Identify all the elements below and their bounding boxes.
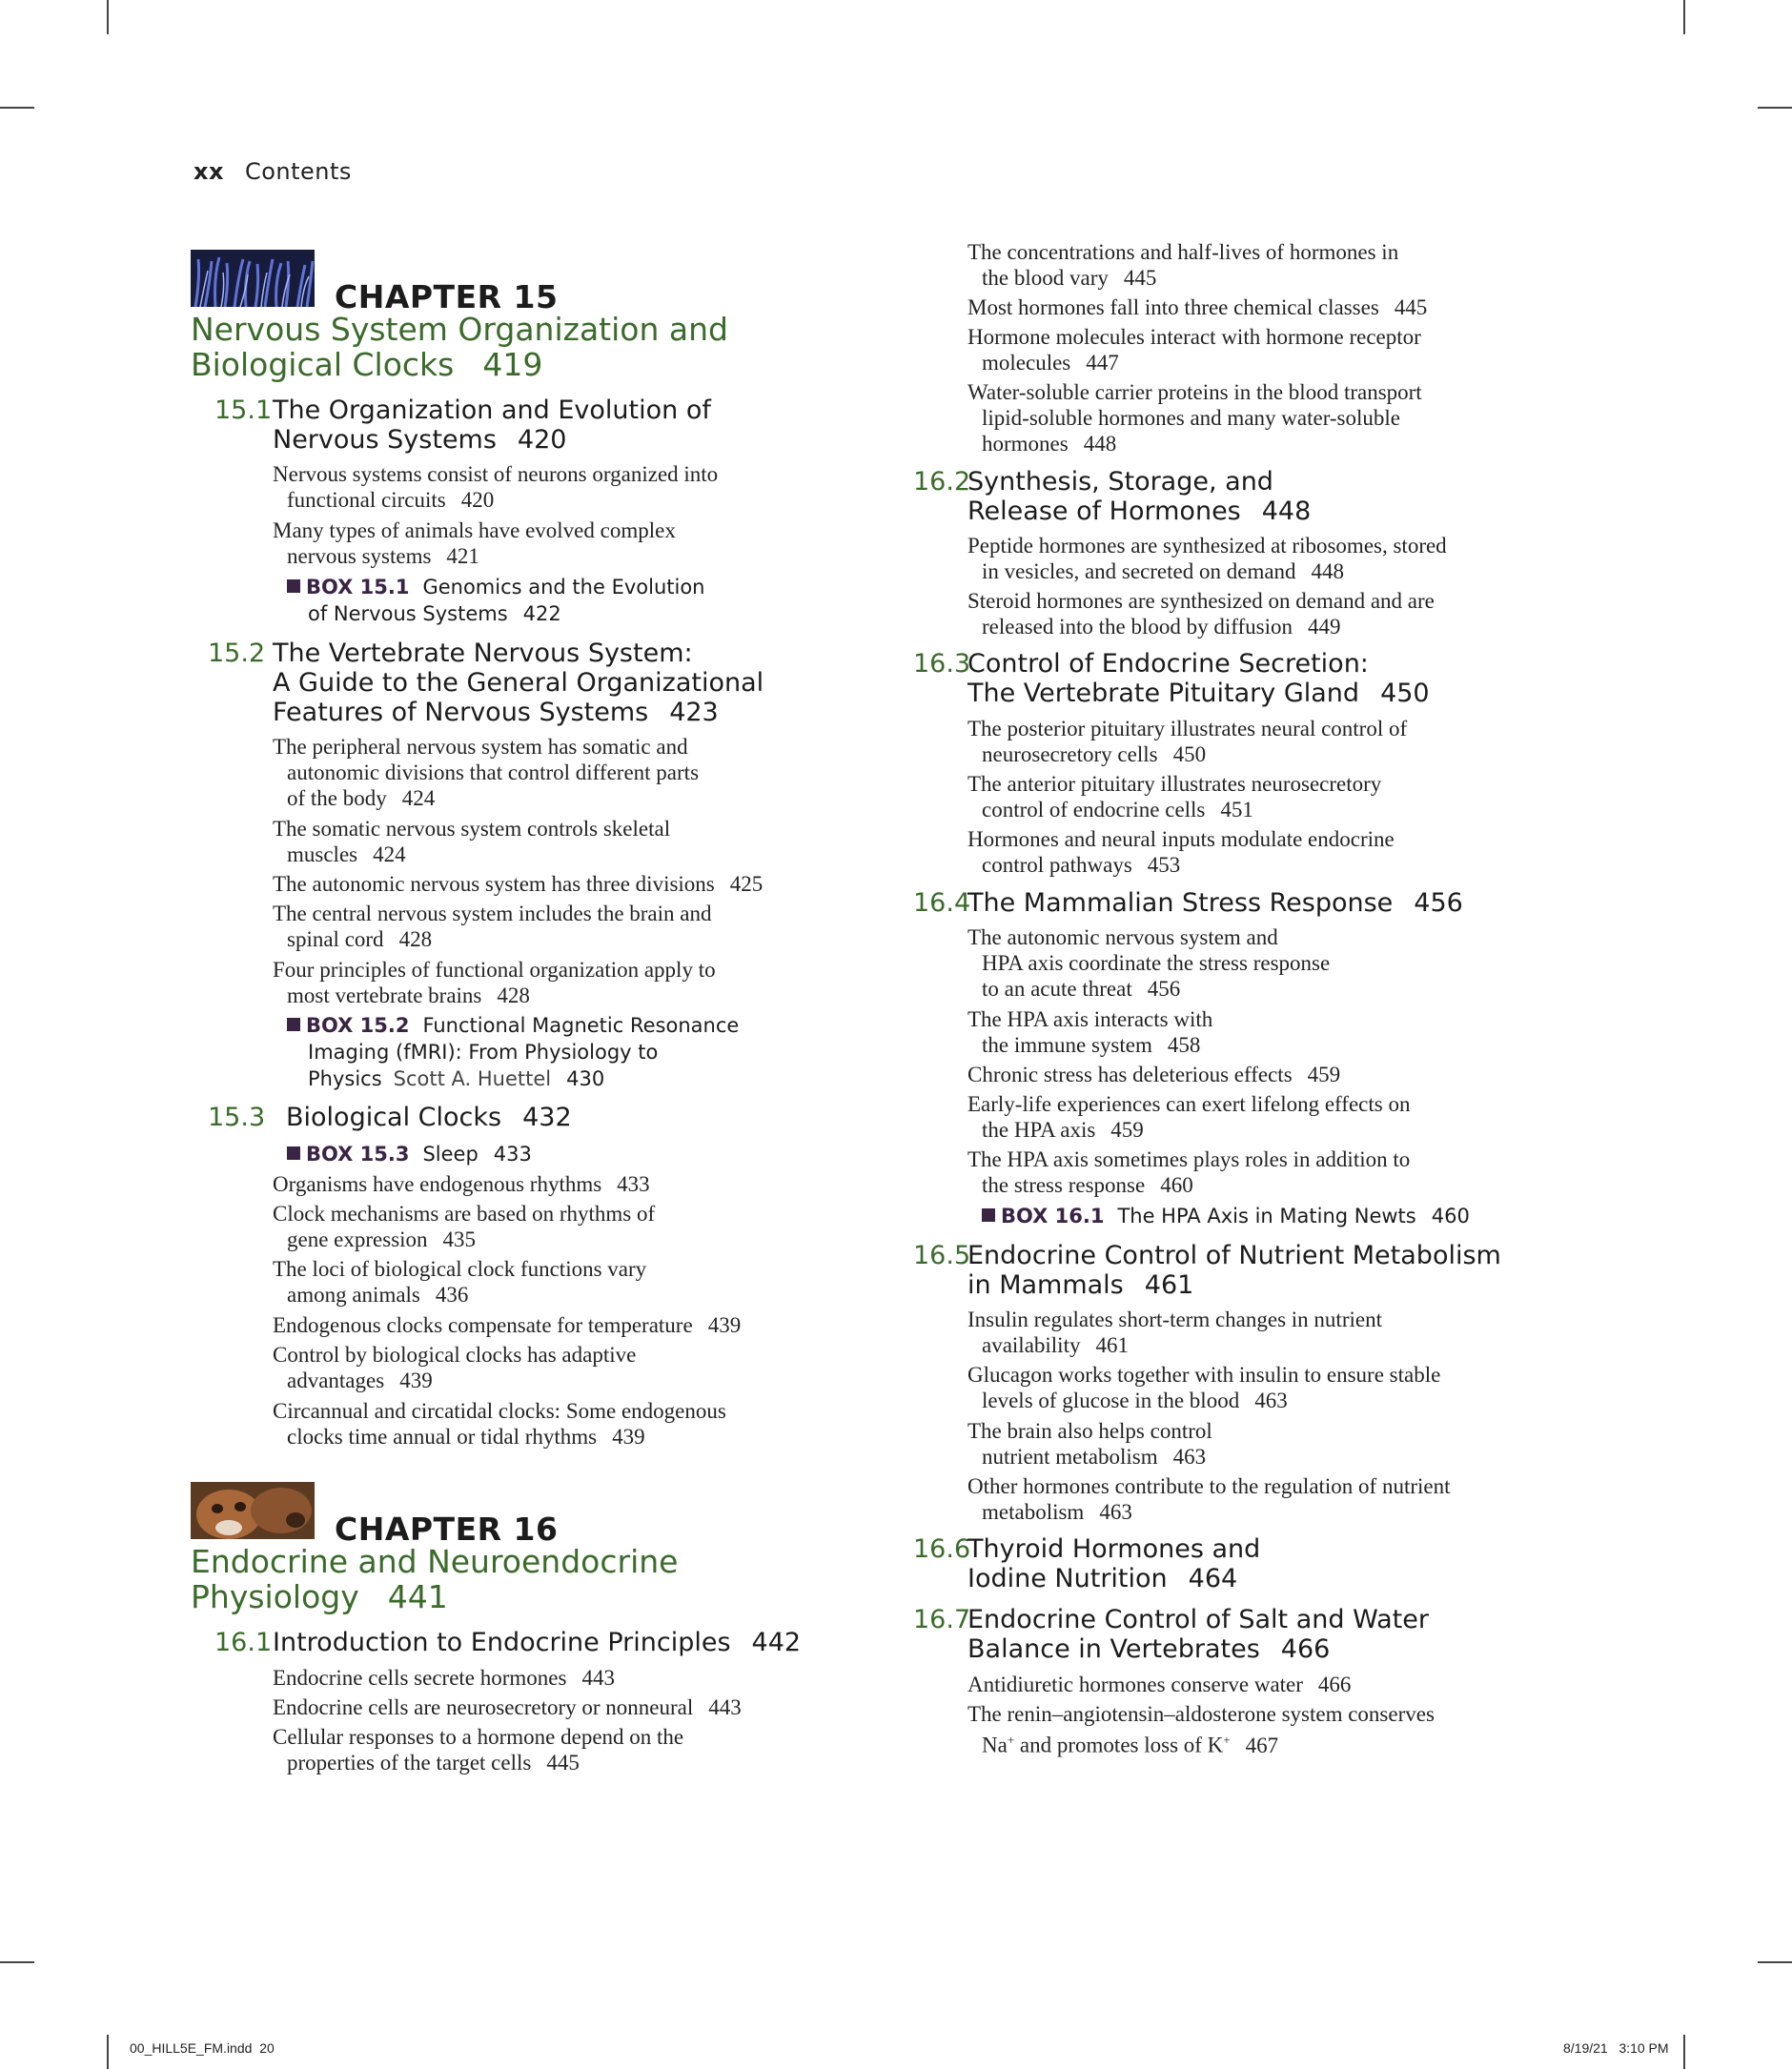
box-entry (287, 1141, 842, 1167)
toc-entry (967, 716, 1554, 767)
page-ref: 461 (1144, 1270, 1194, 1300)
entry-line: in vesicles, and secreted on demand (982, 559, 1296, 583)
header-title: Contents (244, 158, 352, 185)
section-title-line: Thyroid Hormones and (967, 1534, 1261, 1564)
section-title-line: The Vertebrate Pituitary Gland (967, 679, 1360, 708)
section-title-line: Release of Hormones (967, 497, 1241, 526)
page-ref: 456 (1414, 888, 1463, 918)
entry-line: control of endocrine cells (982, 798, 1206, 822)
chapter-title-line: Endocrine and Neuroendocrine (191, 1543, 679, 1580)
slug-filename: 00_HILL5E_FM.indd (130, 2040, 253, 2056)
chapter-title-line: Biological Clocks (191, 346, 455, 383)
section-title-line: Nervous Systems (273, 425, 497, 455)
entry-line: Water-soluble carrier proteins in the blood transport (967, 380, 1422, 404)
section-title-line: Control of Endocrine Secretion: (967, 649, 1369, 679)
crop-mark (107, 0, 109, 34)
chapter-16-heading (191, 1482, 858, 1615)
crop-mark (1683, 0, 1685, 34)
page-ref: 428 (497, 984, 530, 1007)
page-ref: 423 (669, 698, 719, 727)
section-title-line: A Guide to the General Organizational (273, 668, 764, 698)
entry-line: metabolism (982, 1500, 1085, 1524)
toc-entry (273, 1312, 859, 1338)
box-entry (982, 1203, 1594, 1229)
entry-line: gene expression (287, 1227, 428, 1251)
entry-line: The brain also helps control (967, 1419, 1212, 1443)
page-ref: 445 (1394, 295, 1428, 319)
page-ref: 449 (1308, 615, 1341, 639)
page-ref: 436 (435, 1283, 469, 1307)
page-ref: 430 (566, 1067, 605, 1090)
section-number: 16.2 (913, 467, 971, 497)
entry-line: The autonomic nervous system has three divisions (273, 872, 715, 896)
toc-entry (967, 1418, 1554, 1470)
crop-mark (107, 2035, 109, 2069)
box-title-line: The HPA Axis in Mating Newts (1117, 1205, 1416, 1227)
entry-line: muscles (287, 842, 358, 866)
section-title (273, 396, 854, 455)
entry-line: The peripheral nervous system has somatic and (273, 735, 688, 759)
box-marker-icon (287, 1018, 300, 1031)
page-ref: 448 (1083, 432, 1117, 456)
entry-line: The somatic nervous system controls skeletal (273, 817, 671, 841)
page-ref: 442 (751, 1628, 802, 1657)
entry-line: Cellular responses to a hormone depend on the (273, 1725, 684, 1749)
entry-line: spinal cord (287, 927, 384, 951)
entry-line: Many types of animals have evolved complex (273, 518, 676, 542)
toc-entry (967, 1146, 1554, 1198)
toc-entry (967, 1672, 1554, 1697)
toc-entry (967, 1701, 1554, 1758)
entry-line: The renin–angiotensin–aldosterone system conserves (967, 1702, 1435, 1726)
toc-entry (273, 1724, 821, 1775)
toc-entry (273, 901, 821, 952)
entry-line: Other hormones contribute to the regulation of nutrient (967, 1474, 1451, 1498)
chapter-15-heading (191, 250, 858, 383)
page-ref: 443 (581, 1666, 615, 1690)
page-ref: 424 (373, 842, 406, 866)
entry-line: nervous systems (287, 544, 432, 568)
page-ref: 425 (729, 872, 764, 896)
page-ref: 447 (1086, 351, 1119, 375)
crop-mark (1758, 1961, 1792, 1963)
toc-entry (967, 294, 1554, 320)
entry-line: Nervous systems consist of neurons organized into (273, 462, 719, 486)
box-label: BOX 15.2 (306, 1014, 410, 1037)
entry-line: Hormones and neural inputs modulate endocrine (967, 827, 1395, 851)
entry-line: Endocrine cells are neurosecretory or nonneural (273, 1695, 694, 1719)
entry-line: Peptide hormones are synthesized at ribosomes, stored (967, 534, 1447, 558)
page-ref: 433 (617, 1172, 650, 1196)
entry-line: Endogenous clocks compensate for temperature (273, 1313, 693, 1337)
chapter-title-line: Physiology (191, 1578, 359, 1615)
chapter-label: CHAPTER 16 (335, 1511, 559, 1548)
box-marker-icon (287, 579, 300, 593)
entry-line: hormones (982, 432, 1069, 456)
chapter-title-line: Nervous System Organization and (191, 311, 728, 348)
section-title-line: Biological Clocks (286, 1103, 502, 1132)
page-ref: 420 (460, 488, 495, 512)
section-title-line: The Organization and Evolution of (273, 396, 711, 425)
crop-mark (1683, 2035, 1685, 2069)
entry-line: Endocrine cells secrete hormones (273, 1666, 567, 1690)
page-ref: 435 (442, 1227, 477, 1251)
toc-entry (273, 1171, 821, 1197)
box-entry (287, 1012, 842, 1092)
entry-line: molecules (982, 351, 1071, 375)
entry-line: The anterior pituitary illustrates neurosecretory (967, 772, 1382, 796)
entry-line: the immune system (982, 1033, 1152, 1057)
toc-entry (273, 1694, 859, 1720)
toc-entry (273, 957, 821, 1008)
chapter-title (191, 1544, 858, 1614)
section-title (273, 1628, 854, 1657)
toc-entry (273, 1665, 859, 1691)
section-title-line: The Vertebrate Nervous System: (273, 639, 693, 668)
section-title-line: Features of Nervous Systems (273, 698, 649, 727)
box-marker-icon (287, 1146, 300, 1160)
entry-line: The posterior pituitary illustrates neural control of (967, 717, 1408, 740)
entry-line: Chronic stress has deleterious effects (967, 1063, 1293, 1086)
page-ref: 445 (1123, 266, 1157, 290)
page-ref: 466 (1280, 1634, 1331, 1664)
section-title (967, 1605, 1549, 1664)
page-ref: 445 (546, 1751, 580, 1775)
section-title-line: Synthesis, Storage, and (967, 467, 1273, 497)
section-number: 15.2 (208, 639, 266, 668)
section-number: 15.1 (214, 396, 273, 425)
entry-line: Most hormones fall into three chemical classes (967, 295, 1379, 319)
box-title-line: Physics (308, 1067, 382, 1090)
chapter-16-thumbnail (191, 1482, 315, 1539)
box-label: BOX 15.3 (306, 1143, 410, 1166)
entry-line: properties of the target cells (287, 1751, 532, 1775)
chapter-15-thumbnail (191, 250, 315, 307)
page-ref: 420 (517, 425, 567, 455)
section-title-line: Introduction to Endocrine Principles (273, 1628, 731, 1657)
toc-entry (273, 734, 821, 811)
running-header (193, 158, 352, 185)
box-title-line: Functional Magnetic Resonance (422, 1014, 740, 1037)
toc-entry (967, 1362, 1554, 1413)
page-number: xx (193, 158, 224, 185)
entry-line: Steroid hormones are synthesized on demand and are (967, 589, 1435, 613)
entry-line: Antidiuretic hormones conserve water (967, 1673, 1303, 1696)
page-ref: 459 (1110, 1118, 1144, 1142)
section-title-line: Endocrine Control of Nutrient Metabolism (967, 1241, 1501, 1270)
toc-entry (967, 239, 1554, 291)
slug-file (130, 2040, 275, 2056)
box-marker-icon (982, 1208, 995, 1222)
page-ref: 453 (1147, 853, 1181, 877)
section-title-line: Balance in Vertebrates (967, 1634, 1260, 1664)
section-number: 16.1 (214, 1628, 273, 1657)
entry-line: The HPA axis sometimes plays roles in addition to (967, 1147, 1411, 1171)
slug-date: 8/19/21 (1563, 2040, 1608, 2056)
page-ref: 448 (1261, 497, 1312, 526)
section-title-line: Iodine Nutrition (967, 1564, 1168, 1593)
entry-line: Hormone molecules interact with hormone receptor (967, 325, 1421, 349)
entry-line: The central nervous system includes the brain and (273, 902, 712, 925)
entry-line: HPA axis coordinate the stress response (982, 951, 1331, 975)
box-label: BOX 16.1 (1001, 1205, 1105, 1227)
toc-entry (967, 1062, 1554, 1087)
toc-entry (273, 871, 859, 897)
section-title (286, 1103, 867, 1132)
crop-mark (1758, 107, 1792, 109)
superscript: + (1007, 1733, 1015, 1747)
toc-entry (967, 324, 1554, 375)
page-ref: 451 (1220, 798, 1253, 822)
toc-entry (967, 826, 1554, 878)
section-number: 16.6 (913, 1534, 971, 1564)
chapter-label: CHAPTER 15 (335, 278, 559, 315)
toc-entry (967, 1006, 1554, 1058)
toc-entry (273, 461, 821, 513)
page-ref: 421 (446, 544, 479, 568)
entry-line: The loci of biological clock functions vary (273, 1257, 647, 1281)
page-ref: 450 (1380, 679, 1430, 708)
box-title-line: Genomics and the Evolution (422, 576, 705, 598)
page-ref: 441 (387, 1578, 448, 1615)
superscript: + (1223, 1733, 1231, 1747)
page-ref: 466 (1317, 1673, 1352, 1696)
entry-line: Four principles of functional organization apply to (273, 958, 716, 982)
page-ref: 460 (1160, 1173, 1193, 1197)
entry-line: The autonomic nervous system and (967, 925, 1278, 949)
entry-line: Clock mechanisms are based on rhythms of (273, 1202, 656, 1226)
page-ref: 460 (1431, 1205, 1470, 1227)
page-ref: 439 (612, 1425, 645, 1449)
box-entry (287, 574, 842, 627)
crop-mark (0, 107, 34, 109)
section-title (967, 649, 1549, 708)
page-ref: 459 (1307, 1063, 1341, 1086)
section-number: 16.4 (913, 888, 971, 918)
box-author: Scott A. Huettel (393, 1067, 552, 1090)
entry-line: among animals (287, 1283, 420, 1307)
entry-line: released into the blood by diffusion (982, 615, 1293, 639)
slug-time: 3:10 PM (1619, 2040, 1669, 2056)
section-title (967, 1534, 1549, 1593)
section-number: 15.3 (208, 1103, 266, 1132)
section-title-line: Endocrine Control of Salt and Water (967, 1605, 1429, 1634)
section-title-line: The Mammalian Stress Response (967, 888, 1394, 918)
toc-entry (967, 1307, 1554, 1358)
entry-line: autonomic divisions that control different parts (287, 761, 700, 784)
page-ref: 439 (399, 1369, 433, 1392)
section-title (967, 888, 1549, 918)
entry-line: levels of glucose in the blood (982, 1389, 1240, 1412)
entry-line: and promotes loss of K (1014, 1733, 1224, 1757)
section-title-line: in Mammals (967, 1270, 1124, 1300)
entry-line: The concentrations and half-lives of hormones in (967, 240, 1399, 264)
page-ref: 467 (1245, 1733, 1279, 1757)
toc-entry (273, 816, 821, 867)
page-ref: 422 (522, 602, 561, 625)
entry-line: control pathways (982, 853, 1132, 877)
entry-line: Organisms have endogenous rhythms (273, 1172, 602, 1196)
toc-entry (967, 379, 1554, 456)
page-ref: 419 (482, 346, 543, 383)
toc-entry (273, 517, 821, 569)
entry-line: Glucagon works together with insulin to ensure stable (967, 1363, 1441, 1387)
section-number: 16.3 (913, 649, 971, 679)
toc-entry (967, 771, 1554, 822)
section-number: 16.5 (913, 1241, 971, 1270)
entry-line: clocks time annual or tidal rhythms (287, 1425, 598, 1449)
entry-line: lipid-soluble hormones and many water-soluble (982, 406, 1400, 430)
entry-line: nutrient metabolism (982, 1445, 1158, 1469)
slug-page: 20 (259, 2040, 275, 2056)
toc-entry (967, 588, 1554, 639)
section-title (273, 639, 854, 727)
section-number: 16.7 (913, 1605, 971, 1634)
page-ref: 464 (1188, 1564, 1238, 1593)
page-ref: 439 (707, 1313, 742, 1337)
entry-line: Control by biological clocks has adaptive (273, 1343, 637, 1367)
page-ref: 463 (1099, 1500, 1132, 1524)
page-ref: 456 (1147, 977, 1181, 1001)
entry-line: advantages (287, 1369, 385, 1392)
entry-line: The HPA axis interacts with (967, 1007, 1213, 1031)
box-label: BOX 15.1 (306, 576, 410, 598)
page-ref: 458 (1167, 1033, 1201, 1057)
toc-entry (967, 1473, 1554, 1525)
chapter-title (191, 312, 858, 382)
entry-line: the stress response (982, 1173, 1146, 1197)
page-ref: 428 (398, 927, 433, 951)
toc-entry (273, 1201, 821, 1252)
box-title-line: Imaging (fMRI): From Physiology to (308, 1041, 659, 1064)
toc-entry (967, 1091, 1554, 1143)
entry-line: of the body (287, 786, 387, 810)
slug-datetime (1563, 2040, 1669, 2056)
section-title (967, 1241, 1654, 1300)
entry-line: Circannual and circatidal clocks: Some endogenous (273, 1399, 726, 1423)
page-ref: 461 (1095, 1333, 1129, 1357)
entry-line: Early-life experiences can exert lifelong effects on (967, 1092, 1411, 1116)
entry-line: functional circuits (287, 488, 446, 512)
toc-entry (967, 533, 1554, 584)
entry-line: the blood vary (982, 266, 1109, 290)
section-title (967, 467, 1549, 526)
toc-entry (273, 1256, 821, 1308)
entry-line: availability (982, 1333, 1081, 1357)
entry-line: Na (982, 1733, 1008, 1757)
entry-line: to an acute threat (982, 977, 1132, 1001)
toc-entry (273, 1398, 821, 1450)
page-ref: 433 (493, 1143, 532, 1166)
page-ref: 463 (1254, 1389, 1288, 1412)
entry-line: most vertebrate brains (287, 984, 482, 1007)
page-ref: 424 (401, 786, 436, 810)
page-ref: 443 (708, 1695, 742, 1719)
entry-line: Insulin regulates short-term changes in nutrient (967, 1308, 1382, 1331)
box-title-line: Sleep (422, 1143, 479, 1166)
page-ref: 463 (1172, 1445, 1207, 1469)
box-title-line: of Nervous Systems (308, 602, 508, 625)
page-ref: 432 (522, 1103, 572, 1132)
entry-line: the HPA axis (982, 1118, 1096, 1142)
entry-line: neurosecretory cells (982, 742, 1158, 766)
crop-mark (0, 1961, 34, 1963)
toc-entry (967, 924, 1554, 1002)
page-ref: 448 (1311, 559, 1345, 583)
page-ref: 450 (1172, 742, 1207, 766)
toc-entry (273, 1342, 821, 1393)
